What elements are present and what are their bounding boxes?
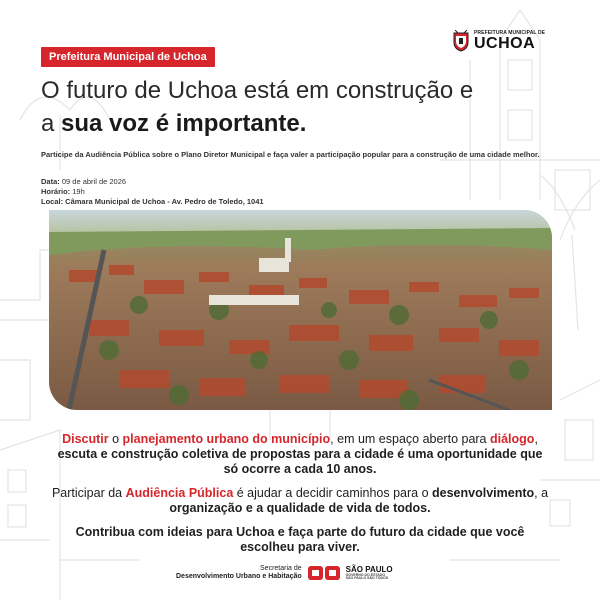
page-title — [41, 74, 571, 140]
logo-small-text: PREFEITURA MUNICIPAL DE — [474, 29, 546, 36]
municipal-logo — [452, 30, 545, 52]
p1-comma: , — [534, 432, 538, 446]
time-value: 19h — [70, 187, 85, 196]
crest-icon — [452, 30, 470, 52]
event-place — [41, 197, 264, 207]
sao-paulo-text — [346, 566, 393, 581]
paragraph-participate — [50, 486, 550, 516]
header-tag: Prefeitura Municipal de Uchoa — [41, 47, 215, 67]
title-line-2-strong: sua voz é importante. — [61, 110, 307, 137]
date-label: Data: — [41, 177, 60, 186]
p1-dialogue: diálogo — [489, 432, 535, 446]
time-label: Horário: — [41, 187, 71, 196]
secretariat-line-1: Secretaria de — [260, 565, 302, 572]
logo-big-text: UCHOA — [474, 34, 536, 52]
p2-organization: organização e a qualidade de vida de todos. — [169, 501, 431, 515]
footer — [176, 565, 393, 581]
paragraph-contribute — [50, 525, 550, 555]
p3-contribute: Contribua com ideias para Uchoa e faça parte do futuro da cidade que você escolheu para viver. — [75, 525, 525, 554]
p1-discuss: Discutir — [62, 432, 109, 446]
p1-o: o — [108, 432, 123, 446]
event-date — [41, 177, 264, 187]
place-value: Câmara Municipal de Uchoa - Av. Pedro de Toledo, 1041 — [63, 197, 264, 206]
p2-participate: Participar da — [51, 486, 126, 500]
p2-public-hearing: Audiência Pública — [125, 486, 234, 500]
p1-listening: escuta e construção coletiva de propostas para a cidade é uma oportunidade que só ocorre a cada 10 anos. — [57, 447, 543, 476]
p2-a: , a — [534, 486, 549, 500]
paragraph-discuss — [50, 432, 550, 477]
title-line-2-prefix: a — [41, 110, 62, 137]
secretariat — [176, 565, 302, 581]
title-line-2 — [41, 107, 571, 140]
p2-help: é ajudar a decidir caminhos para o — [233, 486, 433, 500]
sp-line-3: SÃO PAULO SÃO TODOS — [345, 576, 389, 580]
secretariat-line-2: Desenvolvimento Urbano e Habitação — [176, 573, 302, 580]
event-details — [41, 177, 264, 207]
intro-text: Participe da Audiência Pública sobre o Plano Diretor Municipal e faça valer a participação popular para a construção de uma cidade melhor. — [41, 150, 540, 159]
sp-line-2: GOVERNO DO ESTADO — [345, 572, 386, 577]
aerial-city-photo — [49, 210, 552, 410]
date-value: 09 de abril de 2026 — [59, 177, 127, 186]
p2-development: desenvolvimento — [432, 486, 535, 500]
p1-space: , em um espaço aberto para — [330, 432, 490, 446]
event-time — [41, 187, 264, 197]
sao-paulo-logo-icon — [308, 566, 340, 580]
place-label: Local: — [41, 197, 64, 206]
sp-line-1: SÃO PAULO — [345, 564, 393, 574]
title-line-1: O futuro de Uchoa está em construção e — [41, 77, 474, 104]
p1-urban-planning: planejamento urbano do município — [122, 432, 331, 446]
